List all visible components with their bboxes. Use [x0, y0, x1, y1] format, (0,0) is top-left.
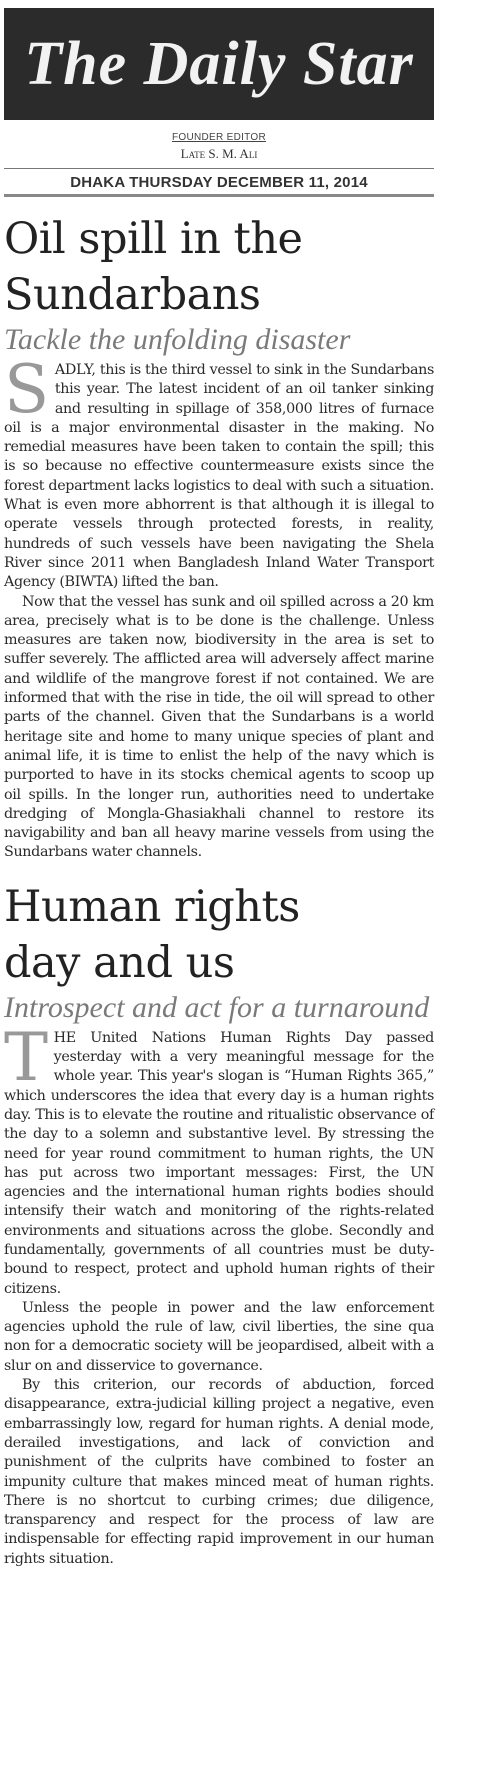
founder-label: FOUNDER EDITOR	[171, 132, 267, 143]
drop-cap: T	[4, 1018, 48, 1096]
founder-name: Late S. M. Ali	[180, 146, 258, 161]
article-headline	[4, 879, 434, 991]
drop-cap: S	[4, 351, 49, 428]
paragraph-text: HE United Nations Human Rights Day passed yesterday with a very meaningful message for the whole year. This year's slogan is “Human Rights 365,” which underscores the idea that every day is a human rights day. This is to elevate the routine and ritualistic observance of the day to a solemn and substantive level. By stressing the need for year round commitment to human rights, the UN has put across two important messages: First, the UN agencies and the international human rights bodies should intensify their watch and monitoring of the rights-related environments and situations across the globe. Secondly and fundamentally, governments of all countries must be duty-bound to respect, protect and uphold human rights of their citizens.	[4, 1029, 434, 1297]
paragraph-text: ADLY, this is the third vessel to sink in the Sundarbans this year. The latest incident of an oil tanker sinking and resulting in spillage of 358,000 litres of furnace oil is a major environmental disaster in the making. No remedial measures have been taken to contain the spill; this is so because no effective countermeasure exists since the forest department lacks logistics to deal with such a situation. What is even more abhorrent is that although it is illegal to operate vessels through protected forests, in reality, hundreds of such vessels have been navigating the Shela River since 2011 when Bangladesh Inland Water Transport Agency (BIWTA) lifted the ban.	[4, 362, 434, 591]
paragraph: Now that the vessel has sunk and oil spilled across a 20 km area, precisely what is to be done is the challenge. Unless measures are taken now, biodiversity in the area is set to suffer severely. The afflicted area will adversely affect marine and wildlife of the mangrove forest if not contained. We are informed that with the rise in tide, the oil will spread to other parts of the channel. Given that the Sundarbans is a world heritage site and home to many unique species of plant and animal life, it is time to enlist the help of the navy which is purported to have in its stocks chemical agents to scoop up oil spills. In the longer run, authorities need to undertake dredging of Mongla-Ghasiakhali channel to restore its navigability and ban all heavy marine vessels from using the Sundarbans water channels.	[4, 593, 434, 861]
paragraph: By this criterion, our records of abduction, forced disappearance, extra-judicial killing project a negative, even embarrassingly low, regard for human rights. A denial mode, derailed investigations, and lack of conviction and punishment of the culprits have combined to foster an impunity culture that makes minced meat of human rights. There is no shortcut to curbing crimes; due diligence, transparency and respect for the process of law are indispensable for effecting rapid improvement in our human rights situation.	[4, 1377, 434, 1567]
headline-line: Oil spill in the	[4, 214, 303, 264]
paragraph: Unless the people in power and the law enforcement agencies uphold the rule of law, civil liberties, the sine qua non for a democratic society will be jeopardised, albeit with a slur on and disservice to governance.	[4, 1299, 434, 1374]
article-subhead: Tackle the unfolding disaster	[4, 323, 351, 356]
article-body	[4, 1018, 434, 1569]
article-headline	[4, 211, 434, 323]
headline-line: Sundarbans	[4, 270, 261, 320]
paragraph	[4, 1018, 434, 1299]
article-subhead: Introspect and act for a turnaround	[4, 990, 430, 1024]
divider-thick	[4, 194, 434, 197]
founder-block	[4, 132, 434, 162]
newspaper-page	[4, 8, 434, 1569]
editorial-oil-spill	[4, 211, 434, 863]
headline-line: day and us	[4, 937, 235, 988]
article-body	[4, 351, 434, 863]
paragraph	[4, 351, 434, 593]
headline-line: Human rights	[4, 881, 300, 932]
masthead	[4, 8, 434, 120]
dateline: DHAKA THURSDAY DECEMBER 11, 2014	[70, 174, 368, 191]
masthead-logo: The Daily Star	[24, 29, 414, 98]
editorial-human-rights	[4, 879, 434, 1569]
